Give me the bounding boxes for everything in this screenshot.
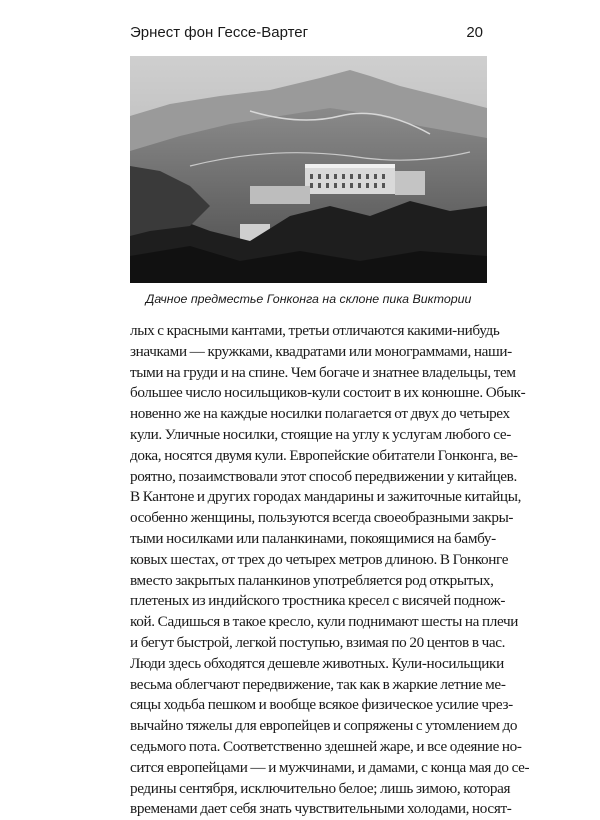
text-line: вместо закрытых паланкинов употребляется род открытых, [130, 571, 494, 589]
text-line: роятно, позаимствовали этот способ передвижении у китайцев. [130, 467, 517, 485]
text-line: и бегут быстрой, легкой поступью, взимая по 20 центов в час. [130, 633, 506, 651]
text-line: ковых шестах, от трех до четырех метров длиною. В Гонконге [130, 550, 509, 568]
text-line: сится европейцами — и мужчинами, и дамами, с конца мая до се- [130, 758, 530, 776]
text-line: тыми носилками или паланкинами, покоящимися на бамбу- [130, 529, 496, 547]
text-line: лых с красными кантами, третьи отличаются какими-нибудь [130, 322, 500, 339]
text-line: вычайно тяжелы для европейцев и сопряжены с утомлением до [130, 717, 518, 735]
text-line: весьма облегчают передвижение, так как в жаркие летние ме- [130, 675, 506, 693]
text-line: значками — кружками, квадратами или монограммами, наши- [130, 342, 512, 360]
text-line: особенно женщины, пользуются всегда своеобразными закры- [130, 509, 514, 527]
text-line: новенно же на каждые носилки полагается от двух до четырех [130, 405, 510, 423]
text-line: временами дает себя знать чувствительными холодами, носят- [130, 800, 512, 818]
text-line: большее число носильщиков-кули состоит в их конюшне. Обык- [130, 384, 526, 402]
text-line: сяцы ходьба пешком и вообще всякое физическое усилие чрез- [130, 696, 513, 714]
author-name: Эрнест фон Гессе-Вартег [130, 24, 309, 41]
text-line: седьмого пота. Соответственно здешней жаре, и все одеяние но- [130, 737, 522, 755]
text-line: кули. Уличные носилки, стоящие на углу к услугам любого се- [130, 425, 511, 443]
running-header [130, 24, 483, 46]
text-line: кой. Садишься в такое кресло, кули поднимают шесты на плечи [130, 613, 519, 631]
photograph [130, 56, 487, 283]
text-line: В Кантоне и других городах мандарины и зажиточные китайцы, [130, 488, 522, 506]
figure-caption: Дачное предместье Гонконга на склоне пика Виктории [145, 292, 472, 306]
text-line: плетеных из индийского тростника кресел с висячей поднож- [130, 592, 506, 610]
text-line: тыми на груди и на спине. Чем богаче и знатнее владельцы, тем [130, 363, 516, 381]
page-number: 20 [466, 24, 483, 41]
body-text [130, 321, 530, 820]
text-line: дока, носятся двумя кули. Европейские обитатели Гонконга, ве- [130, 446, 518, 464]
text-line: редины сентября, исключительно белое; лишь зимою, которая [130, 779, 511, 797]
text-line: Люди здесь обходятся дешевле животных. Кули-носильщики [130, 654, 504, 672]
